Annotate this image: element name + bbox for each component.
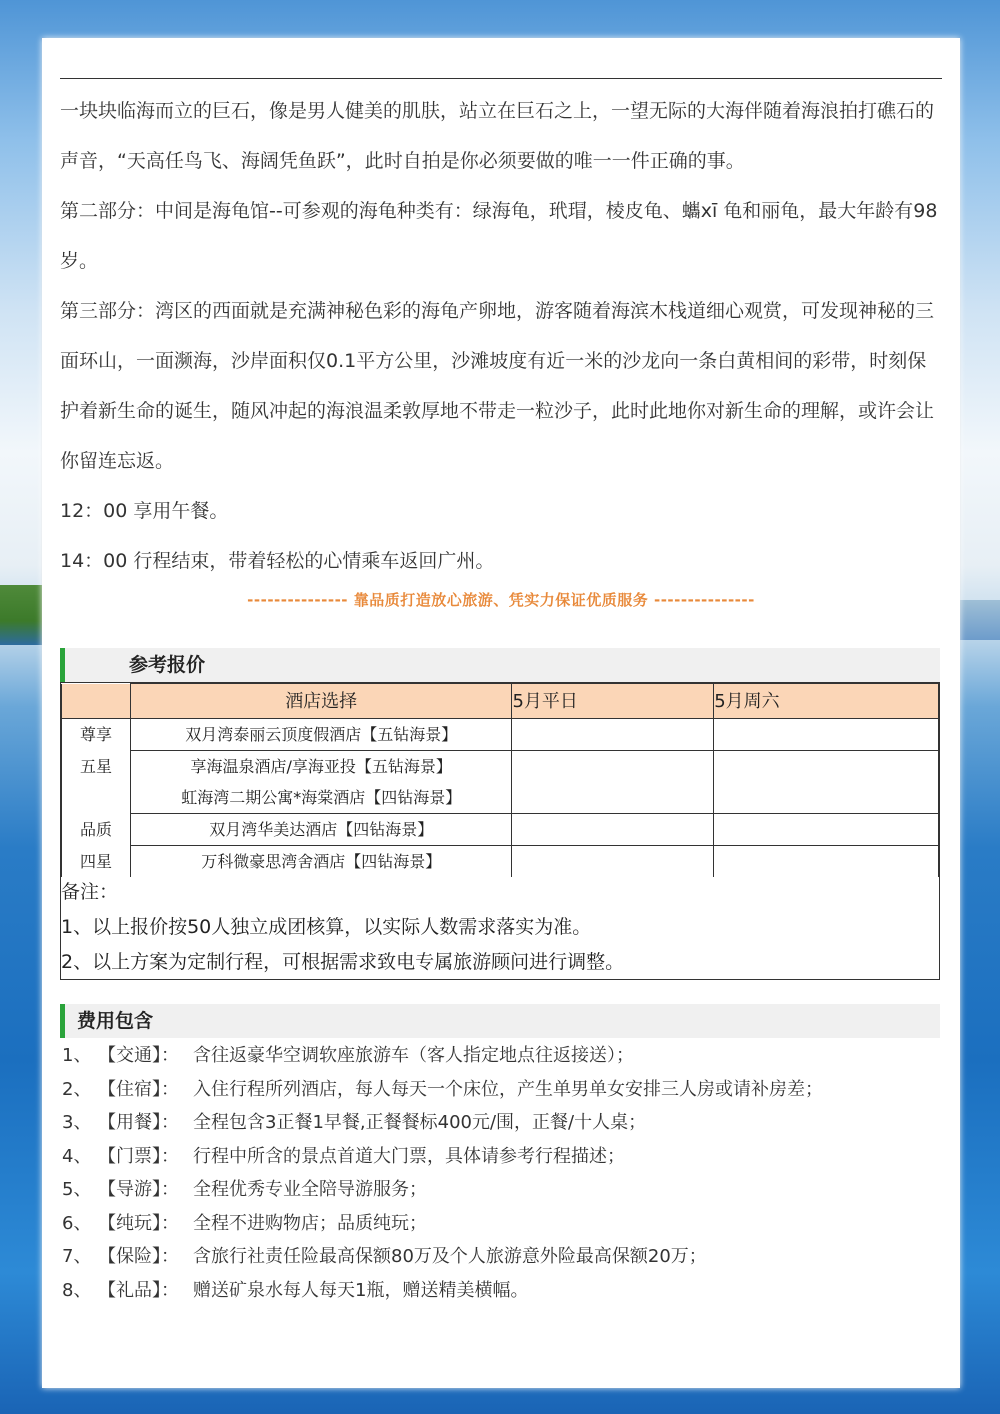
fee-list: [62, 1039, 823, 1307]
list-item: [62, 1140, 823, 1174]
note-item: 1、以上报价按50人独立成团核算，以实际人数需求落实为准。: [61, 916, 592, 938]
intro-paragraph-3: 第三部分：湾区的西面就是充满神秘色彩的海龟产卵地，游客随着海滨木栈道细心观赏，可发现神秘的三面环山，一面濒海，沙岸面积仅0.1平方公里，沙滩坡度有近一米的沙龙向一条白黄相间的彩带，时刻保护着新生命的诞生，随风冲起的海浪温柔敦厚地不带走一粒沙子，此时此地你对新生命的理解，或许会让你留连忘返。: [60, 300, 935, 472]
item-key: 【门票】：: [98, 1145, 179, 1167]
hotel-name: 万科微豪思湾舍酒店【四钻海景】: [130, 846, 512, 878]
item-key: 【导游】：: [98, 1179, 179, 1200]
list-item: [62, 1207, 823, 1241]
item-key: 【住宿】：: [98, 1078, 179, 1100]
item-key: 【纯玩】：: [98, 1212, 179, 1234]
slogan-banner: --------------- 靠品质打造放心旅游、凭实力保证优质服务 ---------------: [247, 591, 755, 609]
list-item: [62, 1073, 823, 1107]
price-box: [60, 682, 940, 980]
header-blank-cell: [62, 684, 131, 719]
list-item: [62, 1039, 823, 1073]
item-text: 含旅行社责任险最高保额80万及个人旅游意外险最高保额20万；: [193, 1246, 707, 1267]
hotel-name: 双月湾华美达酒店【四钻海景】: [130, 814, 512, 846]
hotel-name: 双月湾泰丽云顶度假酒店【五钻海景】: [130, 719, 512, 751]
item-number: 1、: [62, 1045, 92, 1066]
top-divider: [60, 78, 942, 79]
price-notes: [61, 875, 624, 980]
price-cell: [512, 846, 714, 878]
background-island: [0, 585, 45, 645]
table-row: [62, 846, 939, 878]
list-item: [62, 1106, 823, 1140]
document-page: [42, 38, 960, 1388]
background-shore: [955, 600, 1000, 640]
item-number: 5、: [62, 1179, 92, 1200]
notes-title: 备注：: [61, 881, 119, 903]
price-cell: [714, 846, 939, 878]
category-blank: [62, 782, 131, 814]
price-cell: [714, 751, 939, 814]
header-weekday: 5月平日: [512, 684, 714, 719]
item-number: 4、: [62, 1145, 92, 1167]
price-cell: [714, 719, 939, 751]
item-number: 3、: [62, 1112, 92, 1133]
item-key: 【交通】：: [98, 1045, 179, 1066]
price-table: [61, 683, 939, 877]
end-schedule: 14：00 行程结束，带着轻松的心情乘车返回广州。: [60, 550, 495, 572]
list-item: [62, 1173, 823, 1207]
item-number: 6、: [62, 1212, 92, 1234]
hotel-name: 虹海湾二期公寓*海棠酒店【四钻海景】: [130, 782, 512, 814]
note-item: 2、以上方案为定制行程，可根据需求致电专属旅游顾问进行调整。: [61, 951, 625, 973]
table-row: [62, 719, 939, 751]
item-text: 全程包含3正餐1早餐,正餐餐标400元/围，正餐/十人桌；: [193, 1112, 647, 1133]
item-text: 入住行程所列酒店，每人每天一个床位，产生单男单女安排三人房或请补房差；: [193, 1078, 823, 1100]
table-row: [62, 814, 939, 846]
item-number: 2、: [62, 1078, 92, 1100]
price-table-header: [62, 684, 939, 719]
lunch-schedule: 12：00 享用午餐。: [60, 500, 229, 522]
fee-section-title: 费用包含: [60, 1004, 940, 1038]
item-number: 8、: [62, 1279, 92, 1301]
header-saturday: 5月周六: [714, 684, 939, 719]
price-section-title: 参考报价: [60, 648, 940, 682]
price-cell: [512, 751, 714, 814]
hotel-name: 享海温泉酒店/享海亚投【五钻海景】: [130, 751, 512, 783]
list-item: [62, 1240, 823, 1274]
item-text: 含往返豪华空调软座旅游车（客人指定地点往返接送）；: [193, 1045, 634, 1066]
category-label: 尊享: [62, 719, 131, 751]
intro-paragraph-1: 一块块临海而立的巨石，像是男人健美的肌肤，站立在巨石之上，一望无际的大海伴随着海浪拍打礁石的声音，“天高任鸟飞、海阔凭鱼跃”，此时自拍是你必须要做的唯一一件正确的事。: [60, 100, 935, 172]
item-text: 全程优秀专业全陪导游服务；: [193, 1179, 427, 1200]
item-text: 全程不进购物店；品质纯玩；: [193, 1212, 427, 1234]
item-text: 行程中所含的景点首道大门票，具体请参考行程描述；: [193, 1145, 625, 1167]
item-key: 【用餐】：: [98, 1112, 179, 1133]
header-hotel: 酒店选择: [130, 684, 512, 719]
item-key: 【礼品】：: [98, 1279, 179, 1301]
item-key: 【保险】：: [98, 1246, 179, 1267]
intro-paragraph-2: 第二部分：中间是海龟馆--可参观的海龟种类有：绿海龟，玳瑁，棱皮龟、蠵xī 龟和丽龟，最大年龄有98岁。: [60, 200, 938, 272]
price-cell: [512, 719, 714, 751]
item-number: 7、: [62, 1246, 92, 1267]
item-text: 赠送矿泉水每人每天1瓶，赠送精美横幅。: [193, 1279, 529, 1301]
table-row: [62, 751, 939, 783]
category-label: 四星: [62, 846, 131, 878]
category-label: 五星: [62, 751, 131, 783]
price-cell: [714, 814, 939, 846]
list-item: [62, 1274, 823, 1308]
category-label: 品质: [62, 814, 131, 846]
price-cell: [512, 814, 714, 846]
